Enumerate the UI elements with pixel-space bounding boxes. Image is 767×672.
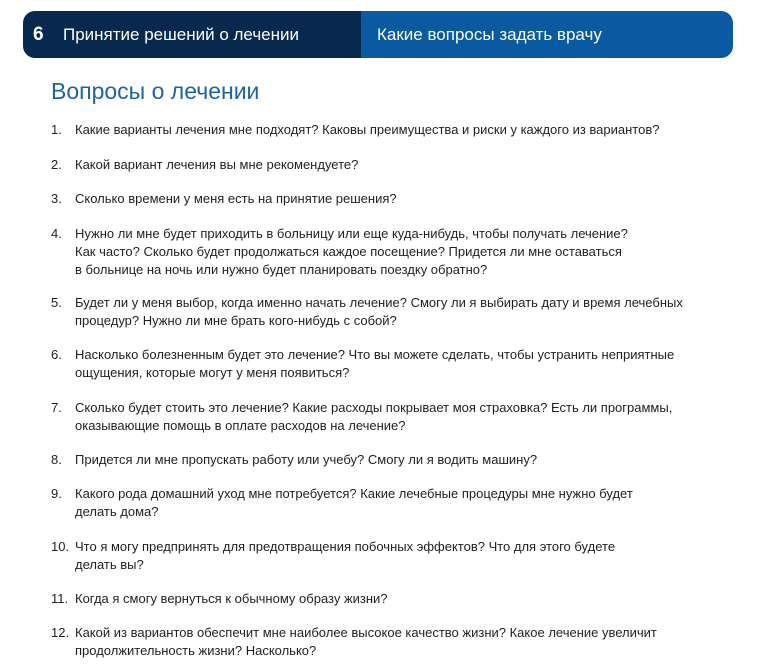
question-number: 2.: [51, 157, 62, 172]
question-text: [75, 156, 735, 174]
section-title: Вопросы о лечении: [51, 78, 260, 104]
question-line: Какие варианты лечения мне подходят? Каковы преимущества и риски у каждого из вариантов?: [75, 122, 660, 137]
question-line: Сколько будет стоить это лечение? Какие расходы покрывает моя страховка? Есть ли программы,: [75, 400, 673, 415]
question-line: Нужно ли мне будет приходить в больницу или еще куда-нибудь, чтобы получать лечение?: [75, 226, 628, 241]
question-text: [75, 538, 735, 574]
question-line: оказывающие помощь в оплате расходов на лечение?: [75, 418, 406, 433]
question-line: Какого рода домашний уход мне потребуется? Какие лечебные процедуры мне нужно будет: [75, 486, 633, 501]
question-line: продолжительность жизни? Насколько?: [75, 643, 317, 658]
question-line: Что я могу предпринять для предотвращения побочных эффектов? Что для этого будете: [75, 539, 616, 554]
question-text: [75, 624, 735, 660]
chapter-number: 6: [33, 23, 44, 45]
question-line: Какой из вариантов обеспечит мне наиболее высокое качество жизни? Какое лечение увеличит: [75, 625, 657, 640]
question-line: Сколько времени у меня есть на принятие решения?: [75, 191, 397, 206]
question-number: 3.: [51, 191, 62, 206]
question-line: в больнице на ночь или нужно будет планировать поездку обратно?: [75, 262, 488, 277]
question-text: [75, 225, 735, 279]
question-text: [75, 294, 735, 330]
question-text: [75, 485, 735, 521]
question-number: 9.: [51, 486, 62, 501]
section-tab: Какие вопросы задать врачу: [361, 11, 733, 58]
question-line: Как часто? Сколько будет продолжаться каждое посещение? Придется ли мне оставаться: [75, 244, 622, 259]
question-line: Какой вариант лечения вы мне рекомендуете?: [75, 157, 359, 172]
question-line: ощущения, которые могут у меня появиться?: [75, 365, 350, 380]
question-text: [75, 121, 735, 139]
chapter-banner: [23, 11, 361, 58]
question-text: [75, 346, 735, 382]
question-number: 11.: [51, 591, 69, 606]
question-line: процедур? Нужно ли мне брать кого-нибудь с собой?: [75, 313, 397, 328]
question-number: 1.: [51, 122, 62, 137]
question-number: 5.: [51, 295, 62, 310]
question-line: делать вы?: [75, 557, 144, 572]
question-text: [75, 590, 735, 608]
question-number: 6.: [51, 347, 62, 362]
question-line: Будет ли у меня выбор, когда именно начать лечение? Смогу ли я выбирать дату и время лечебных: [75, 295, 683, 310]
question-number: 4.: [51, 226, 62, 241]
question-line: Придется ли мне пропускать работу или учебу? Смогу ли я водить машину?: [75, 452, 538, 467]
page-header: [23, 11, 733, 58]
question-number: 10.: [51, 539, 70, 554]
question-line: Когда я смогу вернуться к обычному образу жизни?: [75, 591, 388, 606]
question-line: Насколько болезненным будет это лечение? Что вы можете сделать, чтобы устранить неприятные: [75, 347, 675, 362]
question-line: делать дома?: [75, 504, 159, 519]
question-number: 8.: [51, 452, 62, 467]
question-text: [75, 399, 735, 435]
question-number: 7.: [51, 400, 62, 415]
question-number: 12.: [51, 625, 70, 640]
question-text: [75, 190, 735, 208]
question-text: [75, 451, 735, 469]
chapter-title: Принятие решений о лечении: [63, 24, 300, 44]
